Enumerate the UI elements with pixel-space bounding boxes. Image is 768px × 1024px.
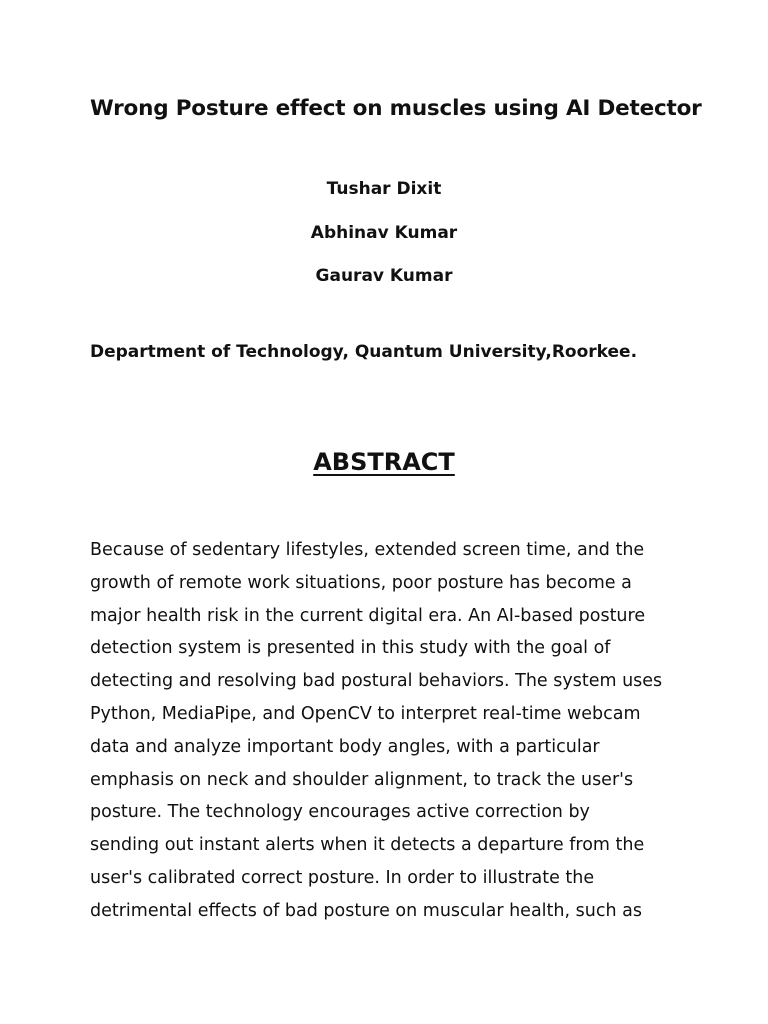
author-affiliation: Department of Technology, Quantum University,Roorkee. (90, 342, 638, 362)
abstract-line: Python, MediaPipe, and OpenCV to interpret real-time webcam (90, 703, 641, 724)
abstract-line: detrimental effects of bad posture on muscular health, such as (90, 900, 642, 921)
abstract-heading: ABSTRACT (313, 448, 455, 476)
abstract-body (90, 534, 690, 928)
author-name: Abhinav Kumar (310, 223, 458, 243)
abstract-line: data and analyze important body angles, with a particular (90, 736, 600, 757)
abstract-line: sending out instant alerts when it detects a departure from the (90, 835, 645, 856)
abstract-line: major health risk in the current digital era. An AI-based posture (90, 605, 646, 626)
abstract-line: user's calibrated correct posture. In order to illustrate the (90, 867, 595, 888)
abstract-line: emphasis on neck and shoulder alignment, to track the user's (90, 769, 634, 790)
abstract-line: growth of remote work situations, poor posture has become a (90, 572, 632, 593)
paper-title: Wrong Posture effect on muscles using AI Detector (90, 96, 702, 121)
abstract-line: detecting and resolving bad postural behaviors. The system uses (90, 671, 663, 692)
author-name: Tushar Dixit (326, 179, 442, 199)
abstract-line: Because of sedentary lifestyles, extended screen time, and the (90, 540, 645, 560)
abstract-line: posture. The technology encourages active correction by (90, 802, 590, 823)
abstract-line: detection system is presented in this study with the goal of (90, 638, 611, 659)
author-name: Gaurav Kumar (315, 266, 453, 286)
